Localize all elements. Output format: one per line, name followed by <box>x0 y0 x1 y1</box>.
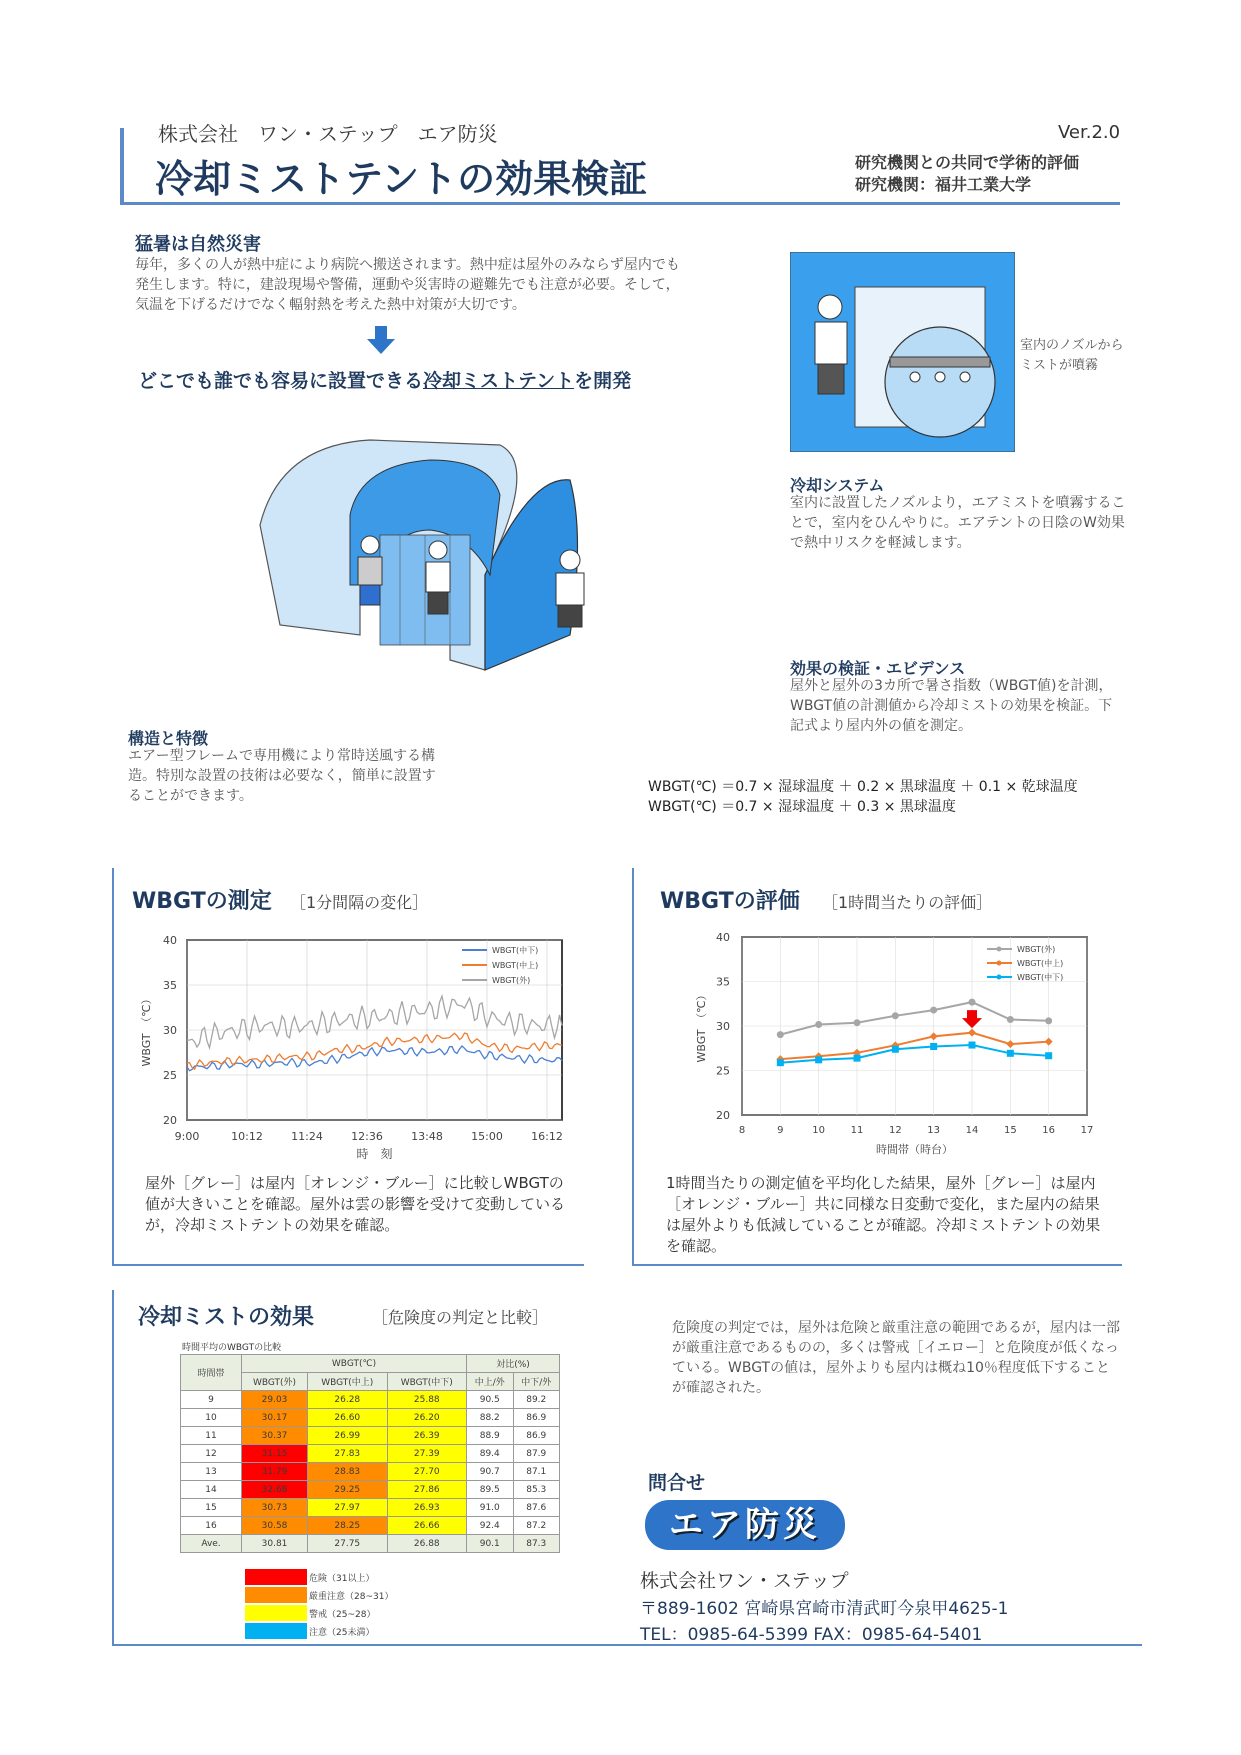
x-tick-label: 12:36 <box>351 1130 383 1143</box>
y-tick-label: 35 <box>163 979 177 992</box>
x-tick-label: 8 <box>738 1125 746 1136</box>
cooling-heading: 冷却システム <box>790 476 885 495</box>
x-tick-label: 9 <box>777 1125 784 1136</box>
legend-entry: WBGT(中下) <box>492 946 539 955</box>
table-cell: 30.17 <box>242 1409 308 1427</box>
data-point <box>1007 1016 1014 1023</box>
table-row <box>181 1481 560 1499</box>
legend-label: 注意（25未満） <box>309 1628 375 1638</box>
effect-panel-bottom-border <box>112 1644 1142 1646</box>
table-header-time: 時間帯 <box>181 1355 242 1391</box>
x-axis-label: 時間帯（時台） <box>876 1143 953 1156</box>
table-cell: 29.03 <box>242 1391 308 1409</box>
legend-row <box>245 1602 393 1620</box>
table-row <box>181 1409 560 1427</box>
measure-heading: WBGTの測定 <box>132 889 272 914</box>
legend-row <box>245 1584 393 1602</box>
table-time-cell: 16 <box>181 1517 242 1535</box>
table-cell: 88.9 <box>467 1427 513 1445</box>
measure-chart <box>135 925 580 1170</box>
table-cell: 90.5 <box>467 1391 513 1409</box>
data-point <box>777 1031 784 1038</box>
evidence-text: 屋外と屋外の3カ所で暑さ指数（WBGT値)を計測，WBGT値の計測値から冷却ミストの効果を検証。下記式より屋内外の値を測定。 <box>790 678 1113 734</box>
table-cell: 26.28 <box>308 1391 388 1409</box>
table-row <box>181 1391 560 1409</box>
x-tick-label: 13:48 <box>411 1130 443 1143</box>
y-tick-label: 40 <box>716 931 730 944</box>
table-subheader: 中上/外 <box>467 1373 513 1391</box>
down-arrow-icon <box>367 326 395 354</box>
data-point <box>854 1019 861 1026</box>
nozzle-illustration <box>790 252 1015 452</box>
table-subheader: WBGT(外) <box>242 1373 308 1391</box>
table-cell: 27.83 <box>308 1445 388 1463</box>
effect-heading: 冷却ミストの効果 <box>138 1305 315 1330</box>
data-point <box>892 1046 899 1053</box>
data-point <box>815 1021 822 1028</box>
y-tick-label: 30 <box>716 1020 730 1033</box>
effect-panel-left-border <box>112 1290 114 1646</box>
y-tick-label: 20 <box>716 1109 730 1122</box>
cooling-text: 室内に設置したノズルより，エアミストを噴霧することで，室内をひんやりに。エアテントの日陰のW効果で熱中リスクを軽減します。 <box>790 495 1126 551</box>
evaluation-heading: WBGTの評価 <box>660 889 800 914</box>
table-cell: 90.7 <box>467 1463 513 1481</box>
formula-outdoor: WBGT(℃) ＝0.7 × 湿球温度 ＋ 0.2 × 黒球温度 ＋ 0.1 × 乾球温度 <box>648 779 1078 795</box>
table-cell: 90.1 <box>467 1535 513 1553</box>
table-cell: 30.81 <box>242 1535 308 1553</box>
x-tick-label: 14 <box>965 1125 979 1136</box>
evaluation-chart <box>690 925 1130 1170</box>
table-time-cell: 11 <box>181 1427 242 1445</box>
table-cell: 87.9 <box>513 1445 560 1463</box>
legend-entry: WBGT(外) <box>492 976 531 985</box>
table-time-cell: 12 <box>181 1445 242 1463</box>
table-cell: 30.58 <box>242 1517 308 1535</box>
measure-subheading: ［1分間隔の変化］ <box>290 893 429 912</box>
intro-heading: 猛暑は自然災害 <box>135 234 261 255</box>
table-cell: 91.0 <box>467 1499 513 1517</box>
table-cell: 27.97 <box>308 1499 388 1517</box>
table-cell: 27.39 <box>387 1445 467 1463</box>
x-tick-label: 10 <box>812 1125 826 1136</box>
y-axis-label: WBGT （℃） <box>140 993 153 1067</box>
development-prefix: どこでも誰でも容易に設置できる <box>138 370 424 392</box>
measure-panel-left-border <box>112 868 114 1266</box>
data-point <box>892 1012 899 1019</box>
contact-company: 株式会社ワン・ステップ <box>640 1570 849 1592</box>
table-cell: 26.93 <box>387 1499 467 1517</box>
table-cell: 26.88 <box>387 1535 467 1553</box>
y-tick-label: 25 <box>163 1069 177 1082</box>
table-row <box>181 1535 560 1553</box>
legend-marker <box>997 961 1002 966</box>
table-row <box>181 1463 560 1481</box>
table-time-cell: 9 <box>181 1391 242 1409</box>
legend-row <box>245 1620 393 1638</box>
table-row <box>181 1445 560 1463</box>
data-point <box>969 1042 976 1049</box>
intro-text: 毎年，多くの人が熱中症により病院へ搬送されます。熱中症は屋外のみならず屋内でも発生します。特に，建設現場や警備，運動や災害時の避難先でも注意が必要。そして，気温を下げるだけでなく輻射熱を考えた熱中対策が大切です。 <box>135 257 680 313</box>
legend-entry: WBGT(中下) <box>1017 973 1064 982</box>
x-tick-label: 13 <box>927 1125 941 1136</box>
table-cell: 26.99 <box>308 1427 388 1445</box>
evaluation-panel-bottom-border <box>632 1264 1122 1266</box>
measure-text: 屋外［グレー］は屋内［オレンジ・ブルー］に比較しWBGTの値が大きいことを確認。屋外は雲の影響を受けて変動しているが，冷却ミストテントの効果を確認。 <box>145 1174 566 1234</box>
table-subheader: 中下/外 <box>513 1373 560 1391</box>
table-cell: 26.60 <box>308 1409 388 1427</box>
contact-address: 〒889-1602 宮崎県宮崎市清武町今泉甲4625-1 <box>640 1599 1009 1619</box>
table-time-cell: 15 <box>181 1499 242 1517</box>
structure-text: エアー型フレームで専用機により常時送風する構造。特別な設置の技術は必要なく，簡単に設置することができます。 <box>128 748 436 804</box>
data-point <box>854 1055 861 1062</box>
data-point <box>777 1059 784 1066</box>
table-cell: 30.73 <box>242 1499 308 1517</box>
data-point <box>969 999 976 1006</box>
table-cell: 32.68 <box>242 1481 308 1499</box>
table-header-wbgt: WBGT(℃) <box>242 1355 467 1373</box>
contact-tel: TEL：0985-64-5399 FAX：0985-64-5401 <box>640 1625 983 1645</box>
table-cell: 26.66 <box>387 1517 467 1535</box>
table-cell: 29.25 <box>308 1481 388 1499</box>
x-tick-label: 15:00 <box>471 1130 503 1143</box>
table-cell: 92.4 <box>467 1517 513 1535</box>
table-cell: 85.3 <box>513 1481 560 1499</box>
data-point <box>930 1007 937 1014</box>
legend-entry: WBGT(中上) <box>1017 959 1064 968</box>
risk-table <box>180 1354 560 1553</box>
table-row <box>181 1499 560 1517</box>
x-tick-label: 15 <box>1003 1125 1017 1136</box>
x-tick-label: 11 <box>850 1125 864 1136</box>
table-cell: 87.2 <box>513 1517 560 1535</box>
x-tick-label: 16:12 <box>531 1130 563 1143</box>
data-point <box>1045 1017 1052 1024</box>
header-note-institute: 研究機関：福井工業大学 <box>855 175 1032 194</box>
y-tick-label: 35 <box>716 975 730 989</box>
table-cell: 87.3 <box>513 1535 560 1553</box>
table-body <box>181 1391 560 1553</box>
structure-heading: 構造と特徴 <box>128 729 209 748</box>
legend-label: 厳重注意（28~31） <box>309 1592 394 1602</box>
legend-marker <box>997 975 1002 980</box>
y-axis-label: WBGT （℃） <box>695 989 708 1063</box>
measure-panel-bottom-border <box>112 1264 584 1266</box>
risk-legend <box>245 1566 393 1638</box>
table-cell: 89.5 <box>467 1481 513 1499</box>
data-point <box>930 1043 937 1050</box>
table-row <box>181 1427 560 1445</box>
legend-entry: WBGT(中上) <box>492 961 539 970</box>
legend-entry: WBGT(外) <box>1017 945 1056 954</box>
legend-swatch <box>245 1587 307 1603</box>
legend-row <box>245 1566 393 1584</box>
table-cell: 86.9 <box>513 1427 560 1445</box>
logo-text: エア防災 <box>645 1500 845 1550</box>
evaluation-panel-left-border <box>632 868 634 1266</box>
evidence-heading: 効果の検証・エビデンス <box>790 659 966 678</box>
table-cell: 87.6 <box>513 1499 560 1517</box>
development-line <box>138 366 631 393</box>
table-cell: 28.83 <box>308 1463 388 1481</box>
x-tick-label: 17 <box>1080 1125 1094 1136</box>
table-title: 時間平均のWBGTの比較 <box>182 1343 282 1353</box>
table-time-cell: 10 <box>181 1409 242 1427</box>
table-cell: 27.70 <box>387 1463 467 1481</box>
table-header-ratio: 対比(%) <box>467 1355 560 1373</box>
legend-swatch <box>245 1569 307 1585</box>
header-note-joint: 研究機関との共同で学術的評価 <box>855 153 1080 172</box>
nozzle-caption: 室内のノズルからミストが噴霧 <box>1020 338 1124 373</box>
table-cell: 28.25 <box>308 1517 388 1535</box>
table-cell: 26.20 <box>387 1409 467 1427</box>
legend-marker <box>997 947 1002 952</box>
table-cell: 26.39 <box>387 1427 467 1445</box>
version-label: Ver.2.0 <box>1058 122 1121 143</box>
formula-indoor: WBGT(℃) ＝0.7 × 湿球温度 ＋ 0.3 × 黒球温度 <box>648 799 956 815</box>
evaluation-text: 1時間当たりの測定値を平均化した結果，屋外［グレー］は屋内［オレンジ・ブルー］共に同様な日変動で変化，また屋内の結果は屋外よりも低減していることが確認。冷却ミストテントの効果を確認。 <box>666 1174 1101 1255</box>
table-cell: 30.37 <box>242 1427 308 1445</box>
legend-label: 危険（31以上） <box>309 1574 375 1584</box>
table-cell: 89.4 <box>467 1445 513 1463</box>
table-time-cell: 13 <box>181 1463 242 1481</box>
data-point <box>1007 1050 1014 1057</box>
table-cell: 87.1 <box>513 1463 560 1481</box>
y-tick-label: 30 <box>163 1024 177 1037</box>
evaluation-subheading: ［1時間当たりの評価］ <box>822 893 993 912</box>
development-highlight: 冷却ミストテント <box>423 370 575 392</box>
table-subheader: WBGT(中上) <box>308 1373 388 1391</box>
x-tick-label: 11:24 <box>291 1130 323 1143</box>
table-cell: 25.88 <box>387 1391 467 1409</box>
table-cell: 27.86 <box>387 1481 467 1499</box>
page-title: 冷却ミストテントの効果検証 <box>155 157 648 201</box>
table-subheader: WBGT(中下) <box>387 1373 467 1391</box>
table-cell: 27.75 <box>308 1535 388 1553</box>
development-suffix: を開発 <box>574 370 632 392</box>
x-tick-label: 12 <box>888 1125 902 1136</box>
table-cell: 31.15 <box>242 1445 308 1463</box>
table-time-cell: Ave. <box>181 1535 242 1553</box>
effect-text: 危険度の判定では，屋外は危険と厳重注意の範囲であるが，屋内は一部が厳重注意であるものの，多くは警戒［イエロー］と危険度が低くなっている。WBGTの値は，屋外よりも屋内は概ね10％程度低下することが確認された。 <box>672 1320 1120 1396</box>
table-cell: 88.2 <box>467 1409 513 1427</box>
table-time-cell: 14 <box>181 1481 242 1499</box>
x-tick-label: 10:12 <box>231 1130 263 1143</box>
company-line: 株式会社 ワン・ステップ エア防災 <box>158 122 498 146</box>
effect-subheading: ［危険度の判定と比較］ <box>372 1308 549 1327</box>
legend-swatch <box>245 1605 307 1621</box>
header-accent-bar <box>120 128 124 204</box>
contact-heading: 問合せ <box>648 1472 706 1494</box>
y-tick-label: 20 <box>163 1114 177 1127</box>
x-tick-label: 16 <box>1042 1125 1056 1136</box>
table-row <box>181 1517 560 1535</box>
table-cell: 86.9 <box>513 1409 560 1427</box>
table-cell: 89.2 <box>513 1391 560 1409</box>
legend-swatch <box>245 1623 307 1639</box>
y-tick-label: 25 <box>716 1064 730 1078</box>
data-point <box>1045 1052 1052 1059</box>
legend-label: 警戒（25~28） <box>309 1610 376 1620</box>
data-point <box>815 1056 822 1063</box>
tent-illustration <box>240 435 620 685</box>
x-tick-label: 9:00 <box>174 1130 200 1143</box>
y-tick-label: 40 <box>163 934 177 947</box>
x-axis-label: 時 刻 <box>356 1147 393 1161</box>
table-cell: 31.79 <box>242 1463 308 1481</box>
logo <box>645 1500 845 1550</box>
